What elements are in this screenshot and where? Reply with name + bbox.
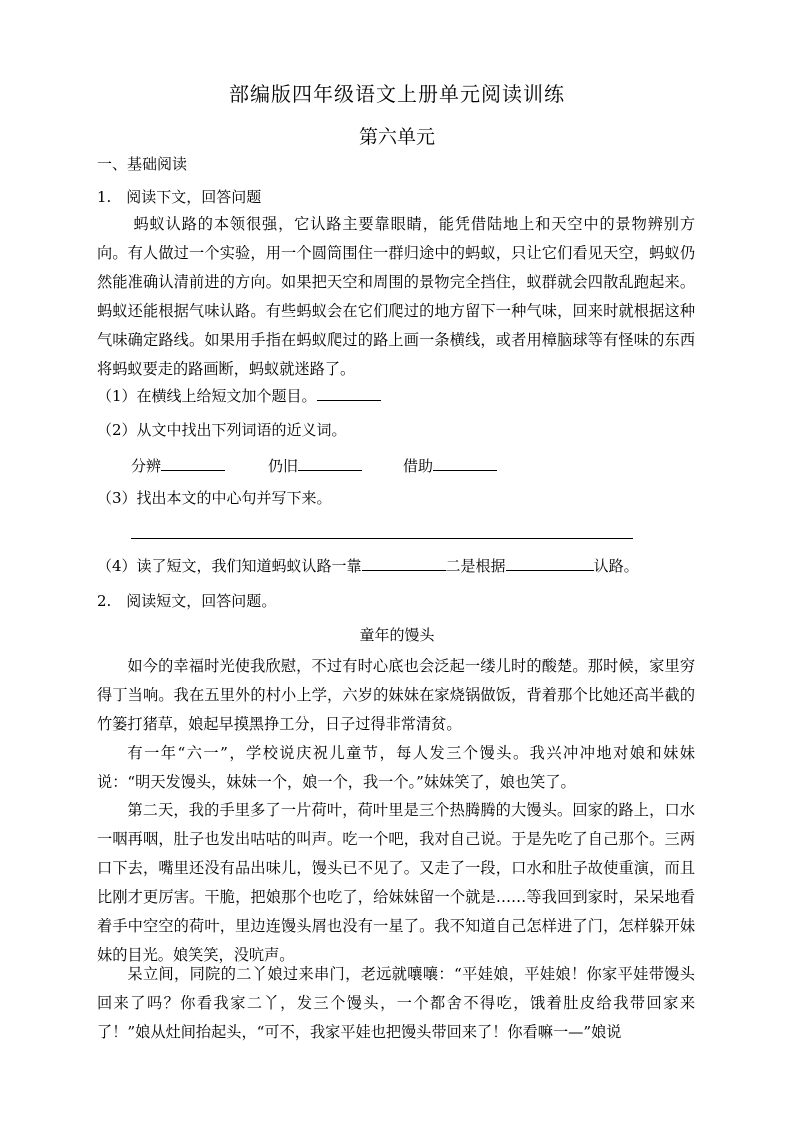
question-1-1-text: （1）在横线上给短文加个题目。 (97, 387, 317, 405)
question-1-3: （3）找出本文的中心句并写下来。 (97, 489, 332, 507)
answer-blank[interactable] (362, 556, 446, 571)
answer-blank[interactable] (317, 386, 381, 401)
story-paragraph-4: 呆立间，同院的二丫娘过来串门，老远就嚷嚷：“平娃娘，平娃娘！你家平娃带馒头回来了吗？你看我家二丫，发三个馒头，一个都舍不得吃，饿着肚皮给我带回家来了！”娘从灶间抬起头，“可不，我家平娃也把馒头带回来了！你看嘛一—”娘说 (97, 965, 695, 1041)
synonym-item (403, 455, 497, 476)
question-1-4-text-a: （4）读了短文，我们知道蚂蚁认路一靠 (97, 557, 362, 575)
question-2-heading: 2. 阅读短文，回答问题。 (97, 592, 277, 610)
question-1-heading: 1. 阅读下文，回答问题 (97, 188, 262, 206)
answer-line[interactable] (131, 538, 633, 539)
question-1-1 (97, 385, 381, 406)
answer-blank[interactable] (506, 556, 594, 571)
synonym-word: 分辨 (131, 457, 162, 475)
question-1-4-text-b: 二是根据 (445, 557, 506, 575)
question-1-4 (97, 555, 639, 576)
answer-blank[interactable] (433, 456, 497, 471)
question-1-4-text-c: 认路。 (593, 557, 639, 575)
synonym-word: 借助 (403, 457, 434, 475)
story-paragraph-2: 有一年“六一”，学校说庆祝儿童节，每人发三个馒头。我兴冲冲地对娘和妹妹说：“明天发馒头，妹妹一个，娘一个，我一个。”妹妹笑了，娘也笑了。 (97, 744, 695, 791)
answer-blank[interactable] (161, 456, 225, 471)
question-1-2: （2）从文中找出下列词语的近义词。 (97, 421, 347, 439)
synonym-item (131, 455, 225, 476)
answer-blank[interactable] (298, 456, 362, 471)
unit-title: 第六单元 (358, 126, 435, 148)
synonym-word: 仍旧 (268, 457, 299, 475)
story-paragraph-3: 第二天，我的手里多了一片荷叶，荷叶里是三个热腾腾的大馒头。回家的路上，口水一咽再咽，肚子也发出咕咕的叫声。吃一个吧，我对自己说。于是先吃了自己那个。三两口下去，嘴里还没有品出味儿，馒头已不见了。又走了一段，口水和肚子故使重演，而且比刚才更厉害。干脆，把娘那个也吃了，给妹妹留一个就是……等我回到家时，呆呆地看着手中空空的荷叶，里边连馒头屑也没有一星了。我不知道自己怎样进了门，怎样躲开妹妹的目光。娘笑笑，没吭声。 (97, 801, 695, 964)
story-title: 童年的馒头 (359, 626, 435, 644)
section-heading: 一、基础阅读 (97, 155, 188, 173)
passage-ant: 蚂蚁认路的本领很强，它认路主要靠眼睛，能凭借陆地上和天空中的景物辨别方向。有人做过一个实验，用一个圆筒围住一群归途中的蚂蚁，只让它们看见天空，蚂蚁仍然能准确认清前进的方向。如果把天空和周围的景物完全挡住，蚁群就会四散乱跑起来。蚂蚁还能根据气味认路。有些蚂蚁会在它们爬过的地方留下一种气味，回来时就根据这种气味确定路线。如果用手指在蚂蚁爬过的路上画一条横线，或者用樟脑球等有怪味的东西将蚂蚁要走的路画断，蚂蚁就迷路了。 (97, 215, 695, 378)
document-title: 部编版四年级语文上册单元阅读训练 (229, 82, 565, 106)
story-paragraph-1: 如今的幸福时光使我欣慰，不过有时心底也会泛起一缕儿时的酸楚。那时候，家里穷得丁当响。我在五里外的村小上学，六岁的妹妹在家烧锅做饭，背着那个比她还高半截的竹篓打猪草，娘起早摸黑挣工分，日子过得非常清贫。 (97, 657, 695, 733)
synonym-item (268, 455, 362, 476)
